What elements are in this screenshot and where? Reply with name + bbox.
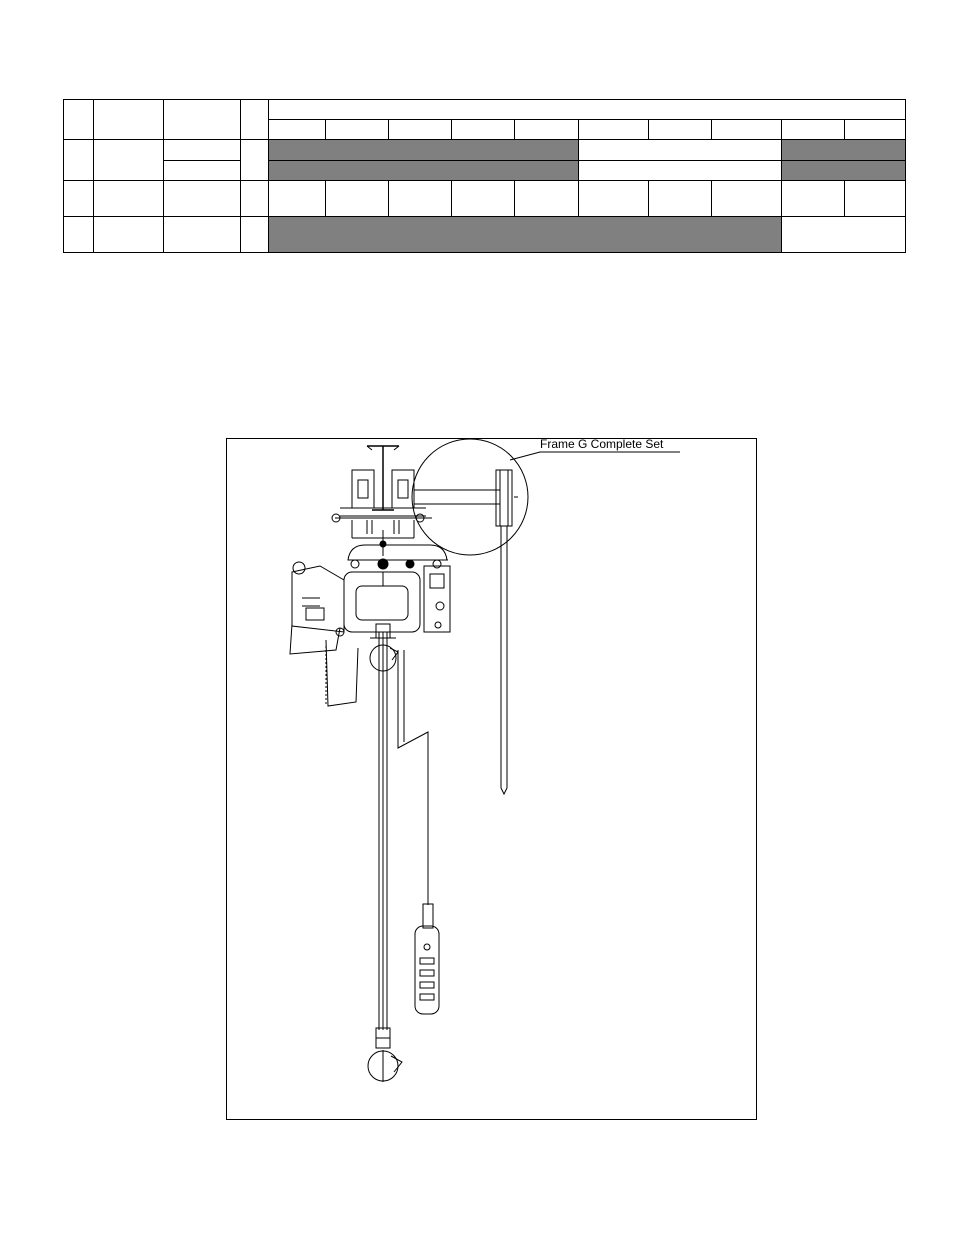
cross-bar xyxy=(414,490,495,504)
i-beam-rail xyxy=(367,446,399,510)
pendant-controller xyxy=(415,904,439,1014)
wire-rope xyxy=(379,632,387,1030)
frame-g-callout-label: Frame G Complete Set xyxy=(540,437,664,451)
upper-hook xyxy=(370,624,398,671)
pendant-cable xyxy=(398,650,428,905)
bottom-hook xyxy=(368,1028,402,1082)
trolley-frame xyxy=(332,470,432,556)
motor-housing xyxy=(290,562,358,706)
callout xyxy=(412,439,680,555)
hoist-body xyxy=(344,545,450,632)
guide-rod xyxy=(490,470,518,794)
